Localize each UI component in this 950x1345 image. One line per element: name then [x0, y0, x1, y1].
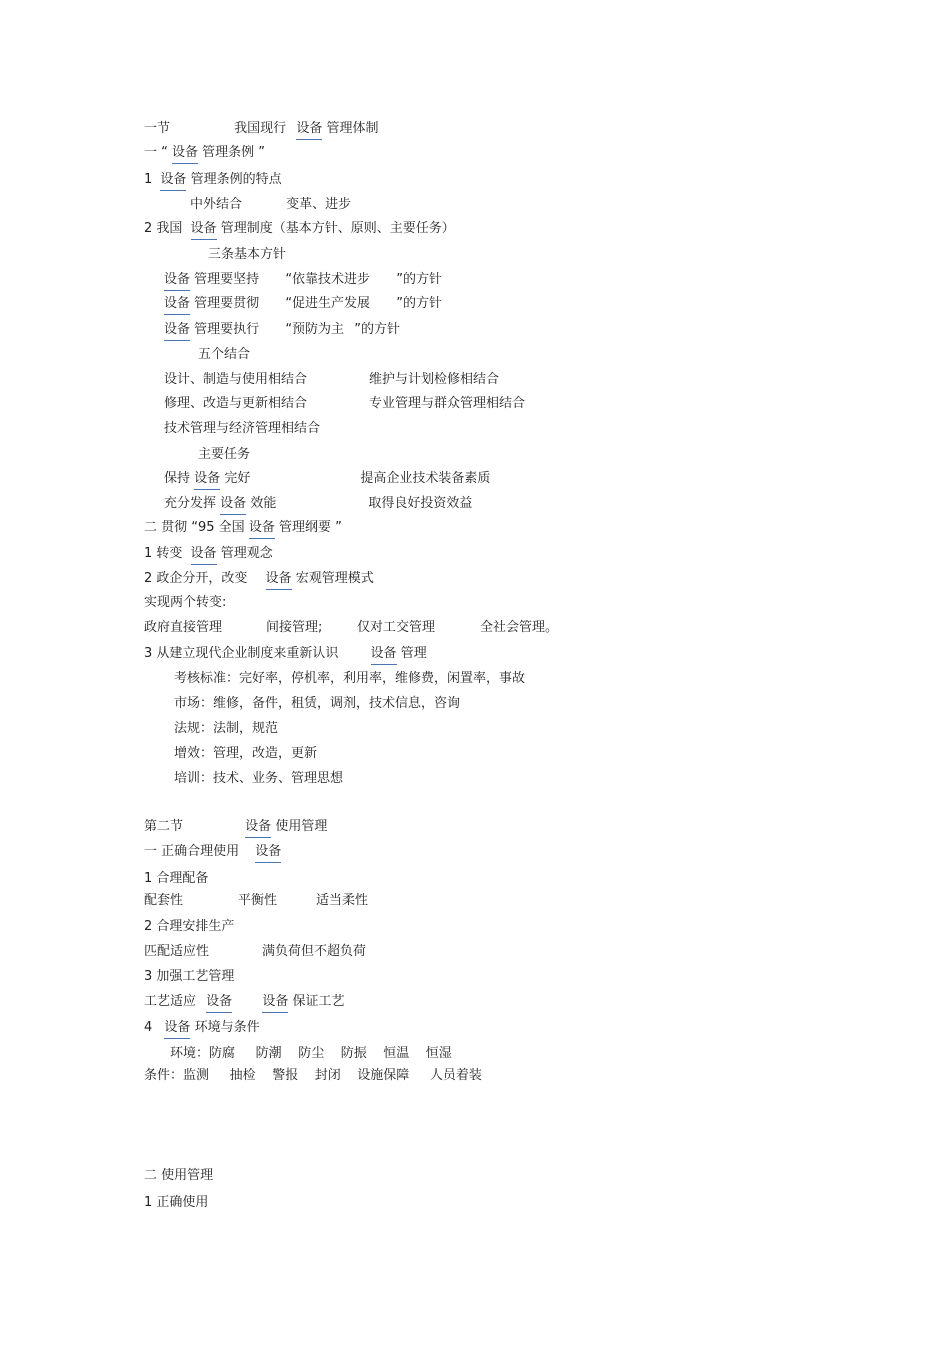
item-modern-enterprise: 3 从建立现代企业制度来重新认识 设备 管理 [144, 645, 427, 665]
point-1: 1 设备 管理条例的特点 [144, 171, 282, 191]
task-row-2: 充分发挥 设备 效能 取得良好投资效益 [164, 495, 472, 515]
item-correct-use: 1 正确使用 [144, 1195, 209, 1210]
keyword-link: 设备 [262, 993, 288, 1013]
item-environment-conditions: 4 设备 环境与条件 [144, 1019, 260, 1039]
subheading-three-policies: 三条基本方针 [208, 247, 287, 262]
list-item: 增效：管理，改造，更新 [174, 746, 318, 761]
keyword-link: 设备 [164, 271, 190, 291]
combination-row-1: 设计、制造与使用相结合 维护与计划检修相结合 [164, 372, 500, 387]
keyword-link: 设备 [249, 519, 275, 539]
heading-regulations: 一 “ 设备 管理条例 ” [144, 144, 265, 164]
list-item: 考核标准：完好率，停机率，利用率，维修费，闲置率，事故 [174, 671, 526, 686]
environment-line: 环境：防腐 防潮 防尘 防振 恒温 恒湿 [170, 1046, 452, 1061]
list-item: 市场：维修，备件，租赁，调剂，技术信息，咨询 [174, 696, 461, 711]
keyword-link: 设备 [206, 993, 232, 1013]
keyword-link: 设备 [245, 818, 271, 838]
combination-row-2: 修理、改造与更新相结合 专业管理与群众管理相结合 [164, 396, 526, 411]
keyword-link: 设备 [164, 321, 190, 341]
policy-3: 设备 管理要执行 “预防为主 ”的方针 [164, 321, 400, 341]
keyword-link: 设备 [172, 144, 198, 164]
policy-2: 设备 管理要贯彻 “促进生产发展 ”的方针 [164, 295, 442, 315]
heading-use-management: 二 使用管理 [144, 1168, 214, 1183]
subheading-five-combinations: 五个结合 [198, 347, 251, 362]
keyword-link: 设备 [160, 171, 186, 191]
keyword-link: 设备 [194, 470, 220, 490]
combination-row-3: 技术管理与经济管理相结合 [164, 421, 321, 436]
keyword-link: 设备 [255, 843, 281, 863]
task-row-1: 保持 设备 完好 提高企业技术装备素质 [164, 470, 490, 490]
point-1-items: 中外结合 变革、进步 [190, 197, 352, 212]
item-reasonable-allocation: 1 合理配备 [144, 871, 209, 886]
two-transitions-label: 实现两个转变: [144, 595, 227, 610]
schedule-items: 匹配适应性 满负荷但不超负荷 [144, 944, 367, 959]
conditions-line: 条件：监测 抽检 警报 封闭 设施保障 人员着装 [144, 1068, 482, 1083]
point-2: 2 我国 设备 管理制度（基本方针、原则、主要任务） [144, 220, 455, 240]
keyword-link: 设备 [296, 120, 322, 140]
section-2-title: 第二节 设备 使用管理 [144, 818, 327, 838]
keyword-link: 设备 [191, 545, 217, 565]
heading-outline-95: 二 贯彻 “95 全国 设备 管理纲要 ” [144, 519, 342, 539]
list-item: 法规：法制，规范 [174, 721, 279, 736]
item-macro-mode: 2 政企分开，改变 设备 宏观管理模式 [144, 570, 374, 590]
heading-correct-use: 一 正确合理使用 设备 [144, 843, 281, 863]
keyword-link: 设备 [164, 295, 190, 315]
allocation-items: 配套性 平衡性 适当柔性 [144, 893, 369, 908]
list-item: 培训：技术、业务、管理思想 [174, 771, 344, 786]
item-production-schedule: 2 合理安排生产 [144, 919, 235, 934]
item-process-management: 3 加强工艺管理 [144, 969, 235, 984]
keyword-link: 设备 [191, 220, 217, 240]
policy-1: 设备 管理要坚持 “依靠技术进步 ”的方针 [164, 271, 442, 291]
section-1-title: 一节 我国现行 设备 管理体制 [144, 120, 378, 140]
keyword-link: 设备 [266, 570, 292, 590]
keyword-link: 设备 [371, 645, 397, 665]
keyword-link: 设备 [220, 495, 246, 515]
two-transitions-items: 政府直接管理 间接管理; 仅对工交管理 全社会管理。 [144, 620, 559, 635]
process-items: 工艺适应 设备 设备 保证工艺 [144, 993, 344, 1013]
item-change-concept: 1 转变 设备 管理观念 [144, 545, 273, 565]
subheading-main-tasks: 主要任务 [198, 447, 251, 462]
keyword-link: 设备 [164, 1019, 190, 1039]
